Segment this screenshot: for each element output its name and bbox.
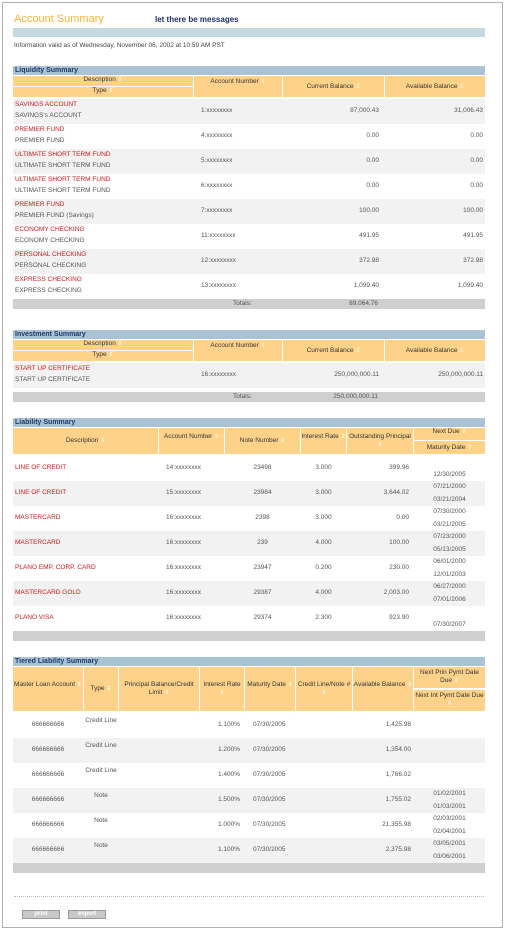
note-number: 23498 xyxy=(253,464,272,471)
account-type: Note xyxy=(94,842,108,849)
account-number: 4:xxxxxxxx xyxy=(201,132,233,139)
account-number: 6:xxxxxxxx xyxy=(201,182,233,189)
current-balance: 0.00 xyxy=(366,157,379,164)
info-text: Information valid as of Wednesday, November 06, 2002 at 10:59 AM PST xyxy=(14,42,225,49)
interest-rate: 1.000% xyxy=(217,821,240,828)
print-button[interactable]: print xyxy=(22,910,60,919)
col-available-balance[interactable]: Available Balance ⇕ xyxy=(385,76,485,97)
col-current-balance[interactable]: Current Balance ⇕ xyxy=(283,340,384,361)
section-title: Investment Summary xyxy=(13,330,485,339)
col-type[interactable]: Type ⇕ xyxy=(13,351,193,361)
interest-rate: 1.400% xyxy=(217,771,240,778)
available-balance: 0.00 xyxy=(470,182,483,189)
table-row xyxy=(13,506,485,531)
current-balance: 100.00 xyxy=(359,207,379,214)
col-available-balance[interactable]: Available Balance ⇕ xyxy=(353,667,413,711)
account-number: 14:xxxxxxxx xyxy=(166,464,202,471)
col-next-due[interactable]: Next Due ⇕ xyxy=(414,428,485,440)
totals-row xyxy=(13,299,485,309)
current-balance: 491.95 xyxy=(359,232,379,239)
type-text: PREMIER FUND (Savings) xyxy=(15,212,94,219)
table-row xyxy=(13,481,485,506)
next-int-pymt-date: 03/06/2001 xyxy=(433,853,466,860)
type-text: PREMIER FUND xyxy=(15,137,65,144)
type-text: START UP CERTIFICATE xyxy=(15,376,91,383)
account-number: 11:xxxxxxxx xyxy=(201,232,236,239)
available-balance: 100.00 xyxy=(463,207,483,214)
account-number: 12:xxxxxxxx xyxy=(201,257,237,264)
table-row xyxy=(13,149,485,174)
master-loan-account: 666666666 xyxy=(31,821,65,828)
outstanding-principal: 0.00 xyxy=(396,514,409,521)
account-type: Credit Line xyxy=(85,717,117,724)
col-account-number[interactable]: Account Number ⇕ xyxy=(194,76,282,97)
outstanding-principal: 399.96 xyxy=(389,464,409,471)
note-number: 23984 xyxy=(253,489,272,496)
col-maturity-date[interactable]: Maturity Date ⇕ xyxy=(245,667,295,711)
col-account-number[interactable]: Account Number ⇕ xyxy=(194,340,282,361)
interest-rate: 1.100% xyxy=(217,721,240,728)
interest-rate: 3.000 xyxy=(315,514,332,521)
col-type[interactable]: Type ⇕ xyxy=(84,667,118,711)
description-link[interactable]: PLANO EMP. CORP. CARD xyxy=(15,564,96,571)
table-row xyxy=(13,713,485,738)
description-link[interactable]: LINE OF CREDIT xyxy=(15,489,67,496)
description-link[interactable]: MASTERCARD xyxy=(15,539,61,546)
divider xyxy=(14,896,484,897)
interest-rate: 1.500% xyxy=(217,796,240,803)
col-next-prin-pymt[interactable]: Next Prin Pymt Date Due ⇕ xyxy=(414,667,485,688)
next-prin-pymt-date: 03/05/2001 xyxy=(433,840,466,847)
description-link[interactable]: MASTERCARD GOLD xyxy=(15,589,81,596)
available-balance: 0.00 xyxy=(470,132,483,139)
account-number: 16:xxxxxxxx xyxy=(166,564,202,571)
interest-rate: 1.100% xyxy=(217,846,240,853)
table-row xyxy=(13,606,485,631)
description-link[interactable]: LINE OF CREDIT xyxy=(15,464,67,471)
table-row xyxy=(13,174,485,199)
description-link[interactable]: SAVINGS ACCOUNT xyxy=(15,101,78,108)
master-loan-account: 666666666 xyxy=(31,846,65,853)
table-row xyxy=(13,763,485,788)
table-row xyxy=(13,199,485,224)
col-interest-rate[interactable]: Interest Rate ⇕ xyxy=(200,667,244,711)
account-number: 13:xxxxxxxx xyxy=(201,282,237,289)
footer-row xyxy=(13,631,485,641)
maturity-date: 07/30/2005 xyxy=(253,846,286,853)
current-balance: 0.00 xyxy=(366,182,379,189)
col-note-number[interactable]: Note Number ⇕ xyxy=(225,428,300,454)
page-title: Account Summary xyxy=(14,13,104,25)
table-row xyxy=(13,738,485,763)
totals-value: 89,064.76 xyxy=(349,300,378,307)
account-number: 16:xxxxxxxx xyxy=(166,539,202,546)
table-row xyxy=(13,99,485,124)
maturity-date: 05/13/2005 xyxy=(433,546,466,553)
section-title: Liquidity Summary xyxy=(13,66,485,75)
section-title: Liability Summary xyxy=(13,418,485,427)
col-maturity-date[interactable]: Maturity Date ⇕ xyxy=(414,441,485,454)
table-row xyxy=(13,249,485,274)
table-row xyxy=(13,788,485,813)
interest-rate: 1.200% xyxy=(217,746,240,753)
liability-summary xyxy=(13,418,485,643)
maturity-date: 07/30/2007 xyxy=(433,621,466,628)
current-balance: 1,099.40 xyxy=(353,282,379,289)
totals-label: Totals: xyxy=(233,393,252,400)
description-link[interactable]: PREMIER FUND xyxy=(15,126,65,133)
col-current-balance[interactable]: Current Balance ⇕ xyxy=(283,76,384,97)
maturity-date: 07/30/2005 xyxy=(253,746,286,753)
message-bar xyxy=(13,28,485,37)
next-prin-pymt-date: 02/03/2001 xyxy=(433,815,466,822)
col-available-balance[interactable]: Available Balance ⇕ xyxy=(385,340,485,361)
note-number: 29387 xyxy=(253,589,272,596)
table-row xyxy=(13,363,485,388)
available-balance: 1,425.98 xyxy=(385,721,411,728)
type-text: SAVINGS's ACCOUNT xyxy=(15,112,82,119)
interest-rate: 3.000 xyxy=(315,464,332,471)
type-text: ULTIMATE SHORT TERM FUND xyxy=(15,187,111,194)
available-balance: 1,354.00 xyxy=(385,746,411,753)
master-loan-account: 666666666 xyxy=(31,771,65,778)
maturity-date: 12/30/2005 xyxy=(433,471,466,478)
type-text: ULTIMATE SHORT TERM FUND xyxy=(15,162,111,169)
col-description[interactable]: Description ⇕ xyxy=(13,340,193,350)
account-number: 1:xxxxxxxx xyxy=(201,107,233,114)
note-number: 29374 xyxy=(253,614,272,621)
available-balance: 1,766.02 xyxy=(385,771,411,778)
outstanding-principal: 3,644.02 xyxy=(383,489,409,496)
maturity-date: 07/30/2005 xyxy=(253,796,286,803)
interest-rate: 0.200 xyxy=(315,564,332,571)
maturity-date: 07/30/2005 xyxy=(253,821,286,828)
maturity-date: 07/01/2006 xyxy=(433,596,466,603)
type-text: EXPRESS CHECKING xyxy=(15,287,82,294)
note-number: 23947 xyxy=(253,564,272,571)
current-balance: 0.00 xyxy=(366,132,379,139)
description-link[interactable]: ULTIMATE SHORT TERM FUND xyxy=(15,176,111,183)
outstanding-principal: 230.00 xyxy=(389,564,409,571)
maturity-date: 12/01/2003 xyxy=(433,571,466,578)
next-due-date: 06/01/2000 xyxy=(433,558,466,565)
current-balance: 87,000.43 xyxy=(350,107,379,114)
maturity-date: 03/21/2005 xyxy=(433,521,466,528)
table-row xyxy=(13,274,485,299)
table-row xyxy=(13,531,485,556)
available-balance: 31,006.43 xyxy=(454,107,483,114)
description-link[interactable]: START UP CERTIFICATE xyxy=(15,365,91,372)
type-text: PERSONAL CHECKING xyxy=(15,262,87,269)
account-number: 5:xxxxxxxx xyxy=(201,157,233,164)
message-text: let there be messages xyxy=(155,15,239,24)
available-balance: 2,375.98 xyxy=(385,846,411,853)
interest-rate: 3.000 xyxy=(315,489,332,496)
available-balance: 1,099.40 xyxy=(457,282,483,289)
description-link[interactable]: PREMIER FUND xyxy=(15,201,65,208)
account-number: 16:xxxxxxxx xyxy=(166,614,202,621)
col-description[interactable]: Description ⇕ xyxy=(13,76,193,86)
account-type: Note xyxy=(94,792,108,799)
account-number: 16:xxxxxxxx xyxy=(201,371,237,378)
account-number: 15:xxxxxxxx xyxy=(166,489,202,496)
table-row xyxy=(13,838,485,863)
table-row xyxy=(13,813,485,838)
account-type: Note xyxy=(94,817,108,824)
description-link[interactable]: PLANO VISA xyxy=(15,614,54,621)
totals-value: 250,000,000.11 xyxy=(333,393,378,400)
table-row xyxy=(13,456,485,481)
outstanding-principal: 100.00 xyxy=(389,539,409,546)
interest-rate: 2.300 xyxy=(315,614,332,621)
totals-row xyxy=(13,392,485,402)
note-number: 2398 xyxy=(255,514,270,521)
col-description[interactable]: Description ⇕ xyxy=(13,428,158,454)
section-title: Tiered Liability Summary xyxy=(13,657,485,666)
master-loan-account: 666666666 xyxy=(31,796,65,803)
next-due-date: 07/30/2000 xyxy=(433,508,466,515)
col-outstanding-principal[interactable]: Outstanding Principal ⇕ xyxy=(347,428,413,454)
totals-label: Totals: xyxy=(233,300,252,307)
description-link[interactable]: MASTERCARD xyxy=(15,514,61,521)
table-row xyxy=(13,224,485,249)
current-balance: 372.98 xyxy=(359,257,379,264)
col-principal-balance[interactable]: Principal Balance/Credit Limit ⇕ xyxy=(119,667,199,711)
next-due-date: 07/21/2000 xyxy=(433,483,466,490)
next-due-date: 06/27/2000 xyxy=(433,583,466,590)
outstanding-principal: 2,003.00 xyxy=(383,589,409,596)
type-text: ECONOMY CHECKING xyxy=(15,237,85,244)
next-int-pymt-date: 01/03/2001 xyxy=(433,803,466,810)
interest-rate: 4.000 xyxy=(315,539,332,546)
col-interest-rate[interactable]: Interest Rate ⇕ xyxy=(301,428,346,454)
description-link[interactable]: EXPRESS CHECKING xyxy=(15,276,82,283)
account-type: Credit Line xyxy=(85,767,117,774)
maturity-date: 03/21/2004 xyxy=(433,496,466,503)
available-balance: 0.00 xyxy=(470,157,483,164)
col-next-int-pymt[interactable]: Next Int Pymt Date Due ⇕ xyxy=(414,690,485,711)
note-number: 239 xyxy=(257,539,268,546)
account-number: 16:xxxxxxxx xyxy=(166,589,202,596)
footer-row xyxy=(13,863,485,873)
next-prin-pymt-date: 01/02/2001 xyxy=(433,790,466,797)
available-balance: 372.98 xyxy=(463,257,483,264)
maturity-date: 07/30/2005 xyxy=(253,771,286,778)
available-balance: 21,355.98 xyxy=(382,821,411,828)
col-credit-line-note[interactable]: Credit Line/Note # ⇕ xyxy=(296,667,352,711)
col-type[interactable]: Type ⇕ xyxy=(13,87,193,97)
col-master-loan-account[interactable]: Master Loan Account ⇕ xyxy=(13,667,83,711)
liquidity-summary xyxy=(13,66,485,316)
description-link[interactable]: ECONOMY CHECKING xyxy=(15,226,85,233)
next-due-date: 07/23/2000 xyxy=(433,533,466,540)
outstanding-principal: 923.90 xyxy=(389,614,409,621)
tiered-liability-summary xyxy=(13,657,485,877)
account-type: Credit Line xyxy=(85,742,117,749)
available-balance: 1,755.02 xyxy=(385,796,411,803)
table-row xyxy=(13,556,485,581)
table-row xyxy=(13,124,485,149)
interest-rate: 4.000 xyxy=(315,589,332,596)
maturity-date: 07/30/2005 xyxy=(253,721,286,728)
table-row xyxy=(13,581,485,606)
available-balance: 491.95 xyxy=(463,232,483,239)
account-number: 7:xxxxxxxx xyxy=(201,207,233,214)
available-balance: 250,000,000.11 xyxy=(438,371,483,378)
master-loan-account: 666666666 xyxy=(31,721,65,728)
next-int-pymt-date: 02/04/2001 xyxy=(433,828,466,835)
export-button[interactable]: export xyxy=(68,910,106,919)
current-balance: 250,000,000.11 xyxy=(334,371,379,378)
account-number: 16:xxxxxxxx xyxy=(166,514,202,521)
master-loan-account: 666666666 xyxy=(31,746,65,753)
description-link[interactable]: PERSONAL CHECKING xyxy=(15,251,87,258)
description-link[interactable]: ULTIMATE SHORT TERM FUND xyxy=(15,151,111,158)
col-account-number[interactable]: Account Number ⇕ xyxy=(159,428,224,454)
investment-summary xyxy=(13,330,485,405)
